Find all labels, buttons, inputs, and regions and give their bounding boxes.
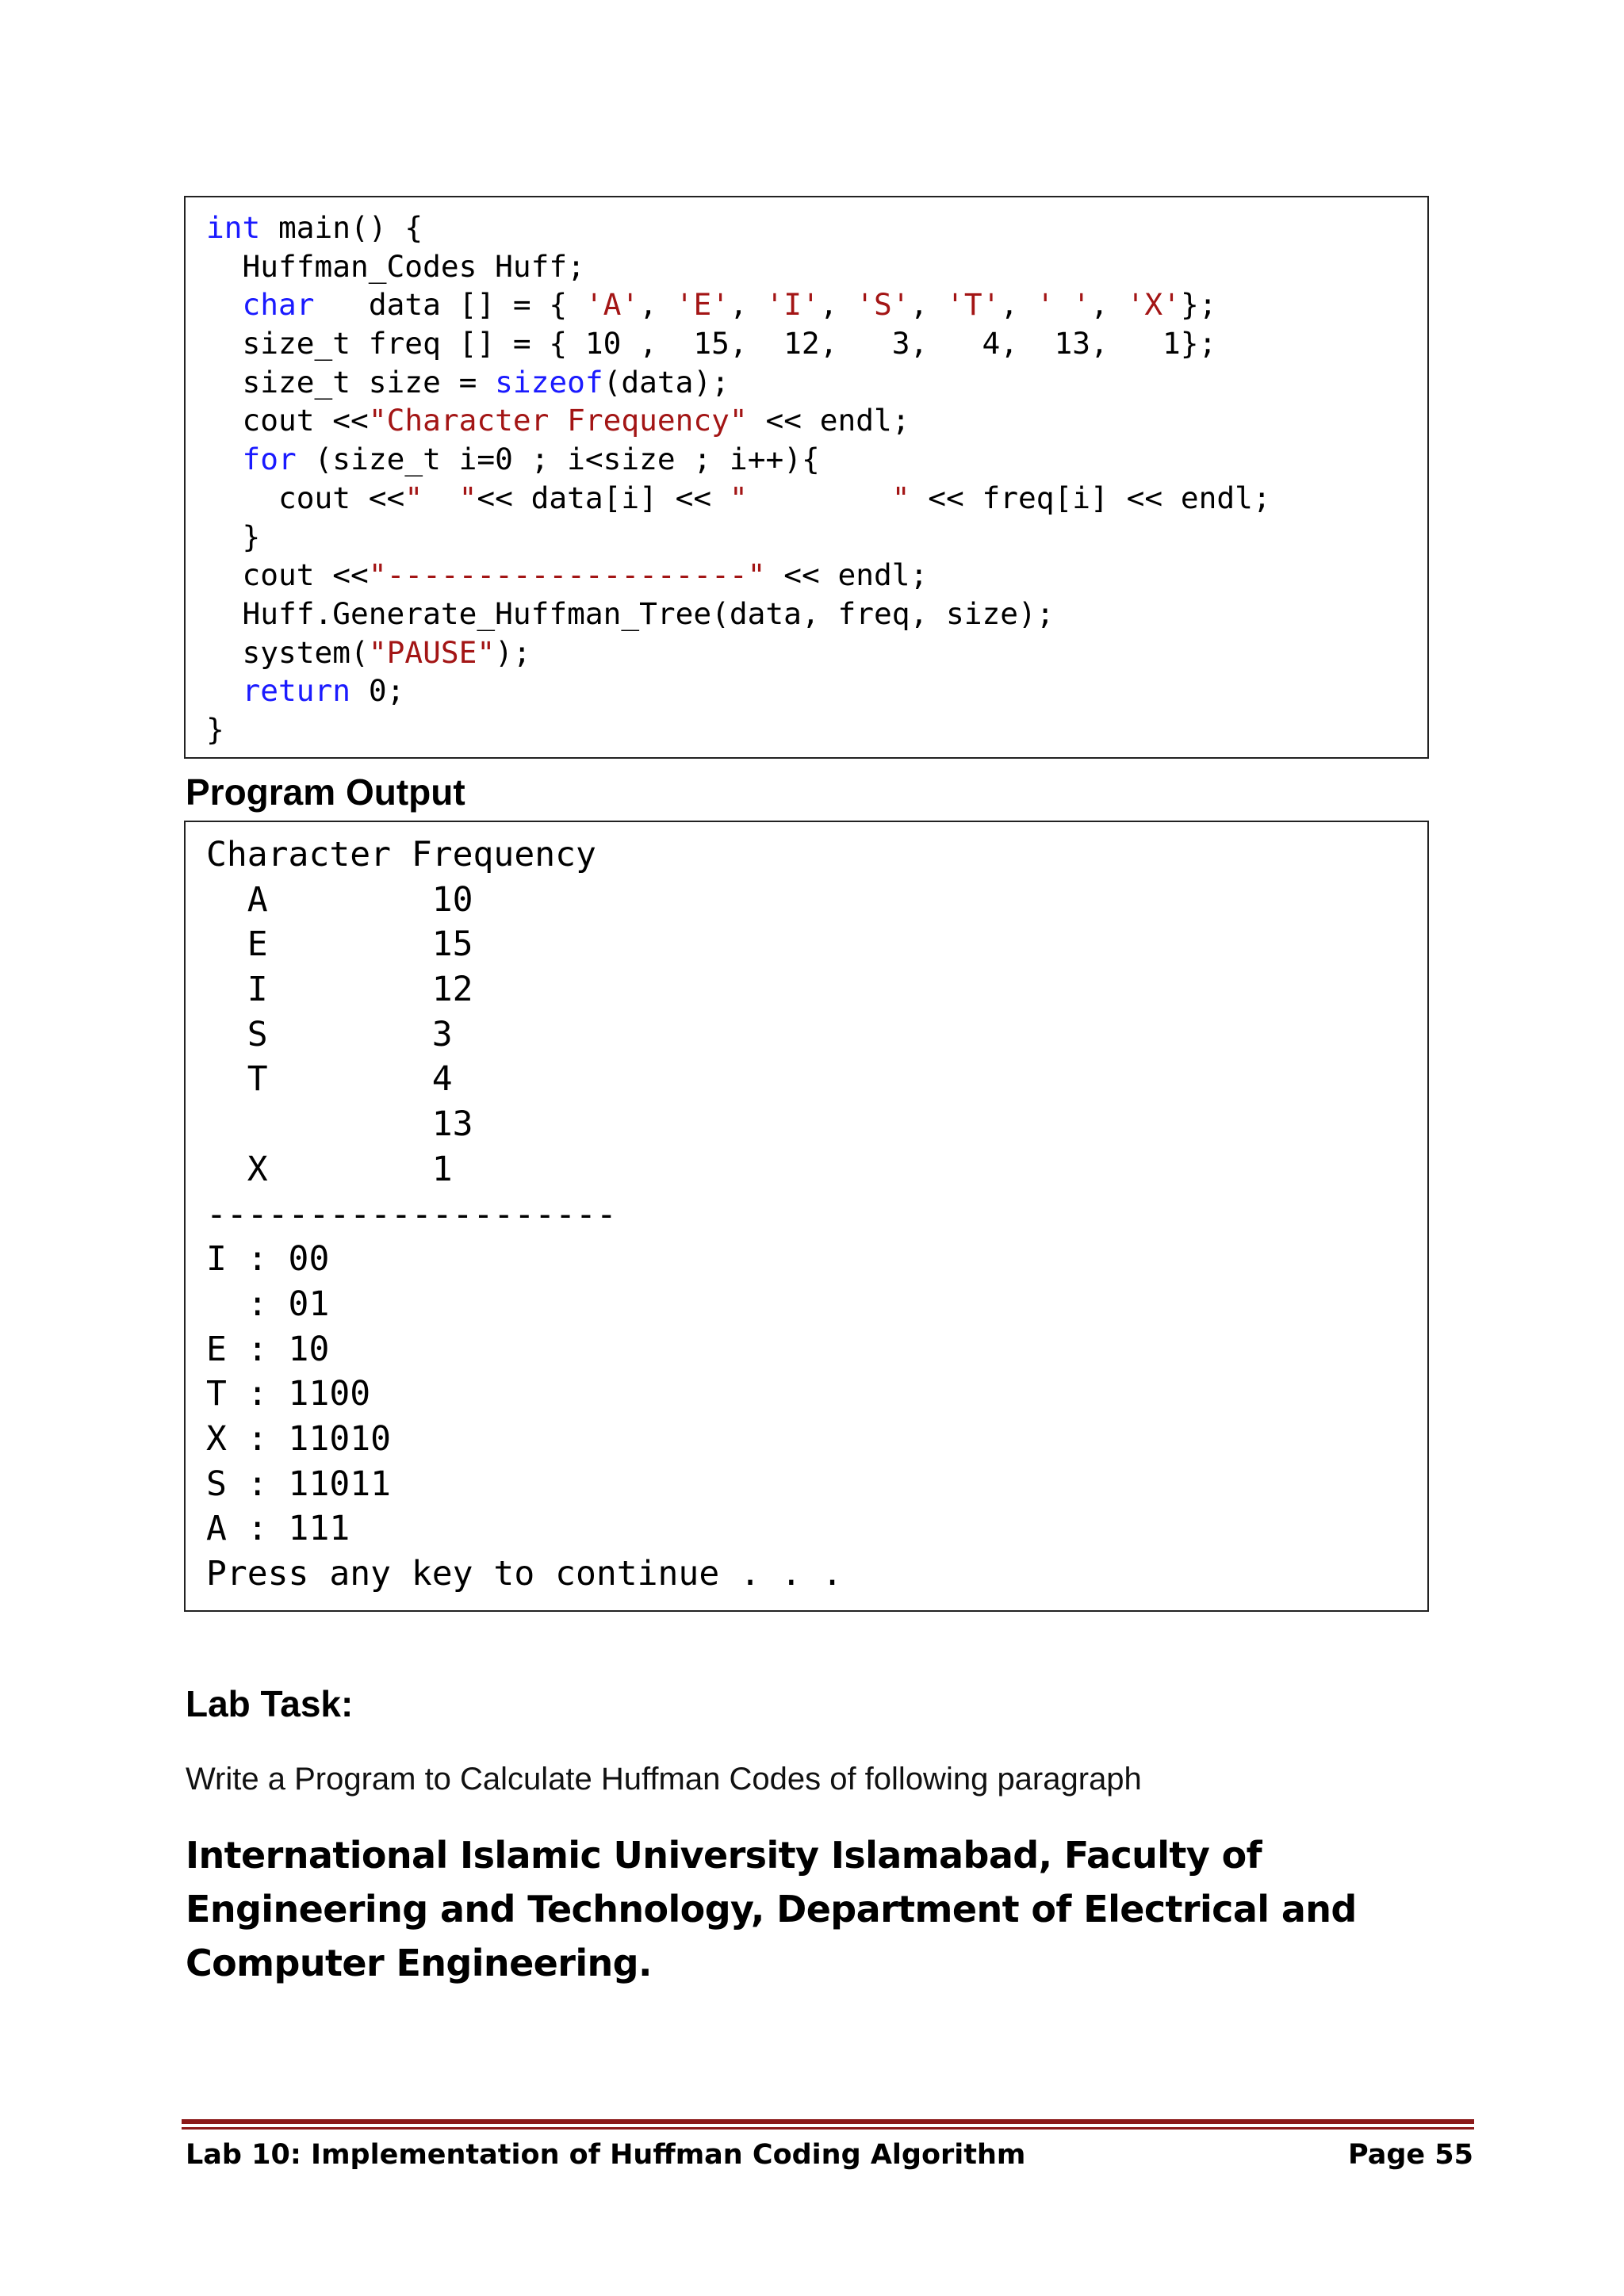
code-text [206,673,243,708]
code-text: Huffman_Codes Huff; [206,248,585,284]
code-text: (size_t i=0 ; i<size ; i++){ [296,442,820,477]
code-text: << freq[i] << endl; [910,480,1271,515]
output-line: X : 11010 [206,1418,391,1459]
code-text: (data); [603,364,730,400]
code-text: system( [206,634,369,670]
code-text: , [639,287,676,323]
code-string: 'S' [856,287,910,323]
code-text: size_t freq [] = { 10 , 15, 12, 3, 4, 13, 1}; [206,326,1217,362]
code-text [206,442,243,476]
code-line [206,595,1427,633]
output-line: I : 00 [206,1239,330,1280]
lab-task-description: Write a Program to Calculate Huffman Codes of following paragraph [186,1762,1142,1797]
code-string: 'E' [675,287,730,323]
code-string: " " [729,480,910,515]
code-line [206,401,1427,440]
code-line [206,247,1427,286]
output-line: S 3 [206,1014,453,1054]
code-text: } [206,519,261,554]
footer-page-number: Page 55 [1347,2139,1473,2171]
code-listing [184,196,1429,759]
code-line [206,324,1427,363]
program-output-console [184,821,1429,1612]
code-text: main() { [260,210,423,245]
code-line [206,556,1427,595]
code-text: << data[i] << [477,480,730,515]
code-string: "--------------------" [368,557,766,593]
code-line [206,672,1427,710]
code-text: , [1090,287,1127,323]
output-line: -------------------- [206,1194,617,1234]
output-line: I 12 [206,970,473,1010]
code-text: ); [495,634,531,670]
code-line [206,479,1427,518]
code-keyword: return [242,673,351,709]
code-keyword: char [242,287,315,323]
code-text: << endl; [747,403,910,438]
code-line [206,710,1427,749]
program-output-heading: Program Output [186,771,465,813]
code-string: " " [404,480,477,515]
output-line: T 4 [206,1059,453,1100]
code-string: "Character Frequency" [368,403,748,438]
code-text: cout << [206,480,405,515]
code-text: , [819,287,856,323]
output-line: : 01 [206,1284,330,1324]
code-text: Huff.Generate_Huffman_Tree(data, freq, size); [206,595,1055,631]
code-string: ' ' [1036,287,1091,323]
code-text: , [1000,287,1036,323]
output-line: T : 1100 [206,1374,371,1414]
code-string: "PAUSE" [368,634,496,670]
code-text: 0; [350,673,405,709]
code-line [206,518,1427,557]
code-text [206,287,243,322]
output-line: Character Frequency [206,835,596,874]
footer-lab-title: Lab 10: Implementation of Huffman Coding Algorithm [186,2139,1026,2171]
code-string: 'X' [1126,287,1181,323]
code-text: , [729,287,766,323]
code-text: cout << [206,557,369,593]
lab-task-heading: Lab Task: [186,1683,354,1724]
output-line: E 15 [206,924,473,965]
code-text: , [910,287,947,323]
huffman-input-paragraph: International Islamic University Islamabad, Faculty of Engineering and Technology, Department of Electrical and Computer Engineering. [186,1834,1357,1984]
code-string: 'A' [584,287,640,323]
output-line: X 1 [206,1149,453,1189]
output-line: Press any key to continue . . . [206,1554,843,1594]
code-line [206,363,1427,402]
code-line [206,440,1427,479]
code-keyword: for [242,442,297,477]
code-keyword: int [206,210,261,245]
output-line: E : 10 [206,1329,330,1369]
code-string: 'T' [946,287,1001,323]
code-keyword: sizeof [495,364,603,400]
output-line: 13 [206,1104,473,1145]
code-string: 'I' [765,287,820,323]
code-text: }; [1180,287,1217,323]
code-line [206,285,1427,324]
code-text: data [] = { [314,287,585,323]
code-text: } [206,711,224,747]
code-text: cout << [206,403,369,438]
footer-rule-thick [182,2119,1474,2124]
code-line [206,633,1427,672]
code-line [206,209,1427,247]
code-text: << endl; [765,557,929,593]
code-text: size_t size = [206,364,496,400]
output-line: A : 111 [206,1509,350,1549]
output-line: A 10 [206,879,473,920]
output-line: S : 11011 [206,1464,391,1504]
footer-rule-thin [182,2127,1474,2130]
